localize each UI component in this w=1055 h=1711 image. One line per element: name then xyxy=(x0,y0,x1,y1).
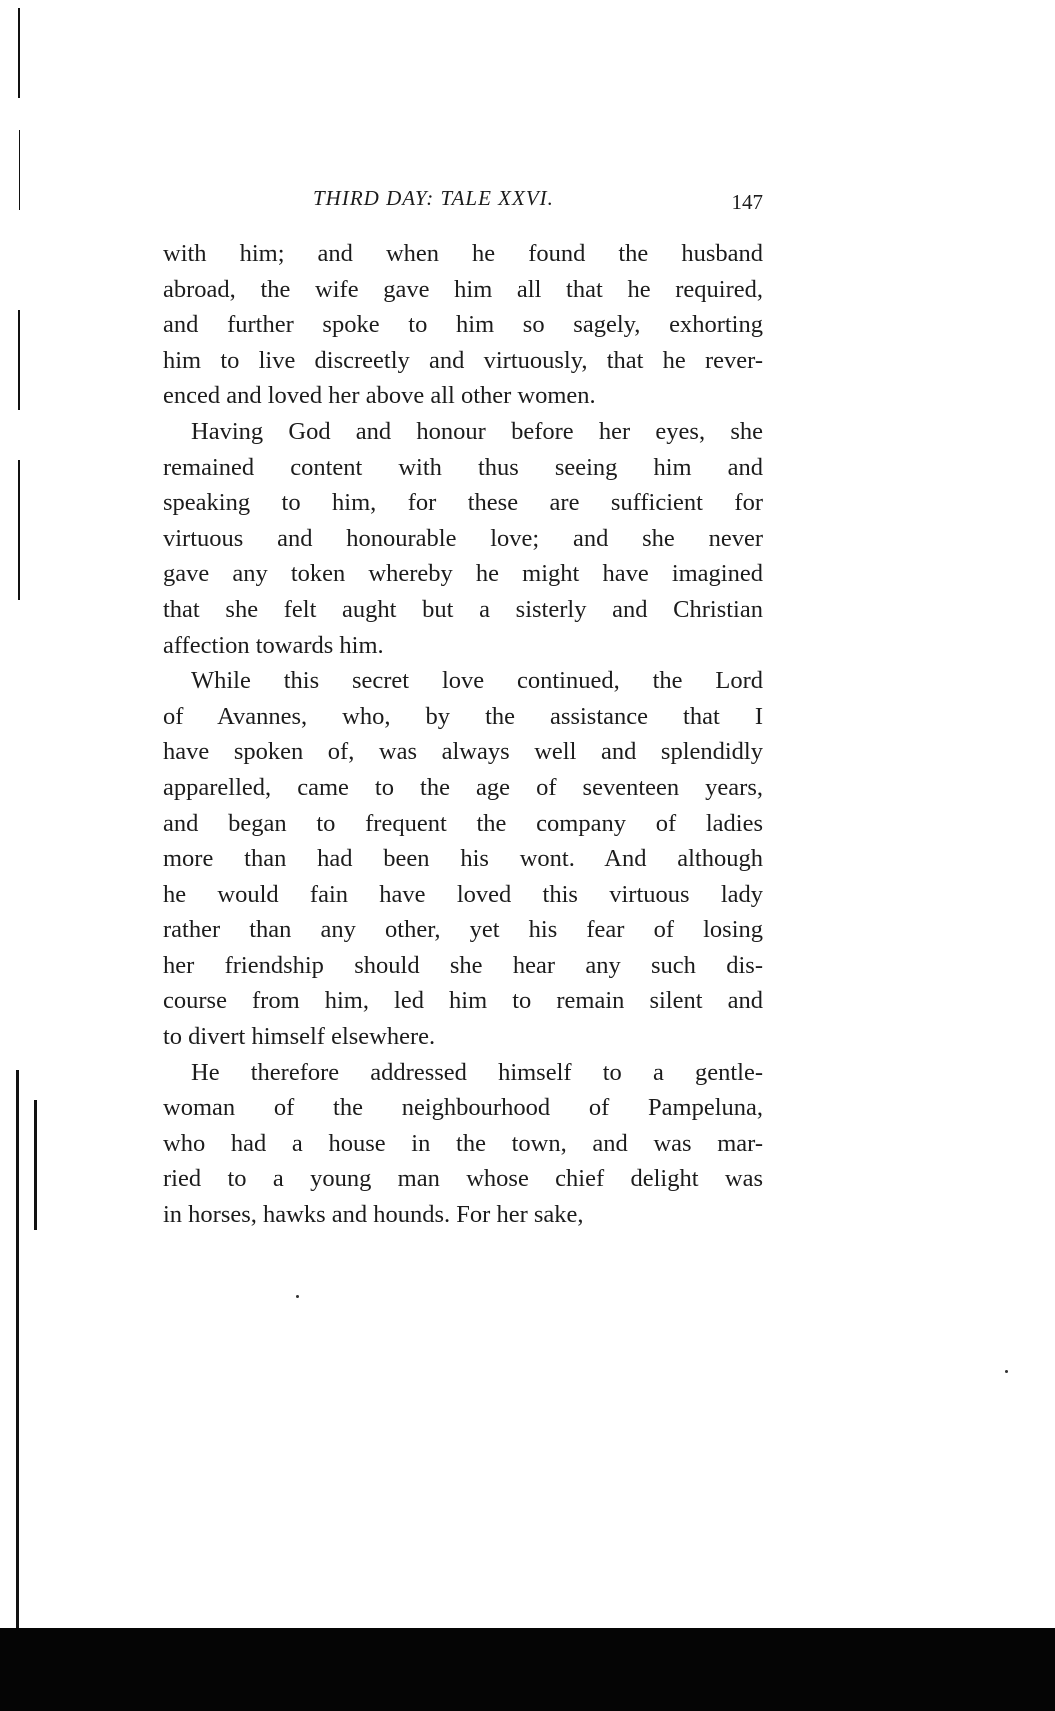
text-line: He therefore addressed himself to a gentle- xyxy=(191,1058,763,1086)
text-line: have spoken of, was always well and splendidly xyxy=(163,738,763,766)
text-line: more than had been his wont. And although xyxy=(163,845,763,873)
text-line: speaking to him, for these are sufficient for xyxy=(163,489,763,517)
text-line: to divert himself elsewhere. xyxy=(163,1023,436,1051)
scan-edge-line xyxy=(18,310,20,410)
body-text xyxy=(163,236,763,1233)
text-line: that she felt aught but a sisterly and Christian xyxy=(163,595,763,623)
text-line: abroad, the wife gave him all that he required, xyxy=(163,275,763,303)
page-number: 147 xyxy=(731,190,763,214)
text-line: While this secret love continued, the Lord xyxy=(191,667,763,695)
text-line: Having God and honour before her eyes, she xyxy=(191,417,763,445)
text-line: who had a house in the town, and was mar- xyxy=(163,1129,763,1157)
text-line: virtuous and honourable love; and she never xyxy=(163,524,763,552)
scan-edge-line xyxy=(34,1100,37,1230)
scan-speck xyxy=(296,1295,299,1298)
text-line: he would fain have loved this virtuous lady xyxy=(163,880,763,908)
scan-bottom-shadow xyxy=(0,1628,1055,1711)
text-line: rather than any other, yet his fear of losing xyxy=(163,916,763,944)
text-line: with him; and when he found the husband xyxy=(163,240,763,267)
text-line: and began to frequent the company of ladies xyxy=(163,809,763,837)
text-line: course from him, led him to remain silent and xyxy=(163,987,763,1015)
text-line: in horses, hawks and hounds. For her sake, xyxy=(163,1201,584,1229)
scan-edge-line xyxy=(18,8,20,98)
running-head-title: THIRD DAY: TALE XXVI. xyxy=(313,186,554,210)
text-line: him to live discreetly and virtuously, that he rever- xyxy=(163,346,763,374)
text-line: ried to a young man whose chief delight was xyxy=(163,1165,763,1193)
text-line: affection towards him. xyxy=(163,631,384,659)
scan-edge-line xyxy=(18,460,20,600)
scan-speck xyxy=(1005,1370,1008,1373)
text-line: gave any token whereby he might have imagined xyxy=(163,560,763,588)
text-line: her friendship should she hear any such dis- xyxy=(163,951,763,979)
text-line: and further spoke to him so sagely, exhorting xyxy=(163,311,763,339)
scan-edge-line xyxy=(19,130,20,210)
text-line: apparelled, came to the age of seventeen years, xyxy=(163,773,763,801)
text-line: of Avannes, who, by the assistance that I xyxy=(163,702,763,730)
scan-edge-line xyxy=(16,1070,19,1630)
text-line: enced and loved her above all other women. xyxy=(163,382,596,410)
text-line: woman of the neighbourhood of Pampeluna, xyxy=(163,1094,763,1122)
text-line: remained content with thus seeing him and xyxy=(163,453,763,481)
